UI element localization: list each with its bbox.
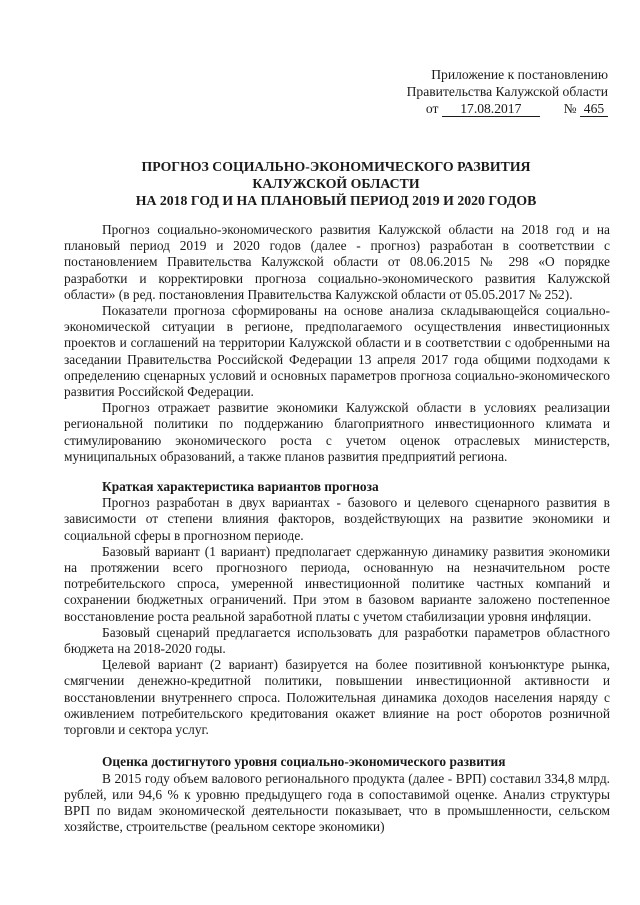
appendix-date-number-line [348, 100, 608, 117]
appendix-line-1: Приложение к постановлению [431, 67, 608, 82]
date-prefix: от [425, 101, 439, 116]
section-spacer [64, 465, 610, 479]
section-heading-assessment: Оценка достигнутого уровня социально-экономического развития [102, 754, 506, 770]
document-body [64, 222, 610, 835]
title-line-1: ПРОГНОЗ СОЦИАЛЬНО-ЭКОНОМИЧЕСКОГО РАЗВИТИЯ [141, 159, 531, 174]
section-heading-variants: Краткая характеристика вариантов прогноза [102, 479, 379, 495]
intro-paragraph-2: Показатели прогноза сформированы на основе анализа складывающейся социально-экономической ситуации в регионе, предполагаемого осуществления инвестиционных проектов и соглашений на территории Калужской области и в соответствии с одобренными на заседании Правительства Российской Федерации 13 апреля 2017 года общими подходами к определению сценарных условий и основных параметров прогноза социально-экономического развития Российской Федерации. [64, 303, 610, 400]
number-prefix: № [563, 101, 577, 116]
section-spacer [64, 738, 610, 754]
intro-paragraph-3: Прогноз отражает развитие экономики Калужской области в условиях реализации региональной политики по поддержанию благоприятного инвестиционного климата и стимулированию экономического роста с учетом оценок отраслевых министерств, муниципальных образований, а также планов развития предприятий региона. [64, 400, 610, 464]
title-line-3: НА 2018 ГОД И НА ПЛАНОВЫЙ ПЕРИОД 2019 И 2020 ГОДОВ [135, 193, 537, 208]
number-value: 465 [580, 102, 608, 117]
appendix-header [348, 66, 608, 117]
title-line-2: КАЛУЖСКОЙ ОБЛАСТИ [252, 176, 420, 191]
variants-paragraph-4: Целевой вариант (2 вариант) базируется на более позитивной конъюнктуре рынка, смягчении денежно-кредитной политики, повышении инвестиционной активности и восстановлении внутреннего спроса. Положительная динамика доходов населения наряду с оживлением потребительского кредитования окажет влияние на рост оборотов розничной торговли и сектора услуг. [64, 657, 610, 738]
intro-paragraph-1: Прогноз социально-экономического развития Калужской области на 2018 год и на плановый период 2019 и 2020 годов (далее - прогноз) разработан в соответствии с постановлением Правительства Калужской области от 08.06.2015 № 298 «О порядке разработки и корректировки прогноза социально-экономического развития Калужской области» (в ред. постановления Правительства Калужской области от 05.05.2017 № 252). [64, 222, 610, 302]
date-value: 17.08.2017 [442, 102, 540, 117]
document-title [64, 158, 608, 209]
variants-paragraph-3: Базовый сценарий предлагается использовать для разработки параметров областного бюджета на 2018-2020 годы. [64, 624, 610, 657]
assessment-paragraph-1: В 2015 году объем валового регионального продукта (далее - ВРП) составил 334,8 млрд. рублей, или 94,6 % к уровню предыдущего года в сопоставимой оценке. Анализ структуры ВРП по видам экономической деятельности показывает, что в промышленности, сельском хозяйстве, строительстве (реальном секторе экономики) [64, 770, 610, 835]
appendix-line-2: Правительства Калужской области [406, 84, 608, 99]
variants-paragraph-1: Прогноз разработан в двух вариантах - базового и целевого сценарного развития в зависимости от степени влияния факторов, воздействующих на развитие экономики и социальной сферы в прогнозном периоде. [64, 495, 610, 543]
variants-paragraph-2: Базовый вариант (1 вариант) предполагает сдержанную динамику развития экономики на протяжении всего прогнозного периода, основанную на незначительном росте потребительского спроса, умеренной инвестиционной политике частных компаний и сохранении бюджетных ограничений. При этом в базовом варианте заложено постепенное восстановление роста реальной заработной платы с учетом стабилизации уровня инфляции. [64, 543, 610, 624]
